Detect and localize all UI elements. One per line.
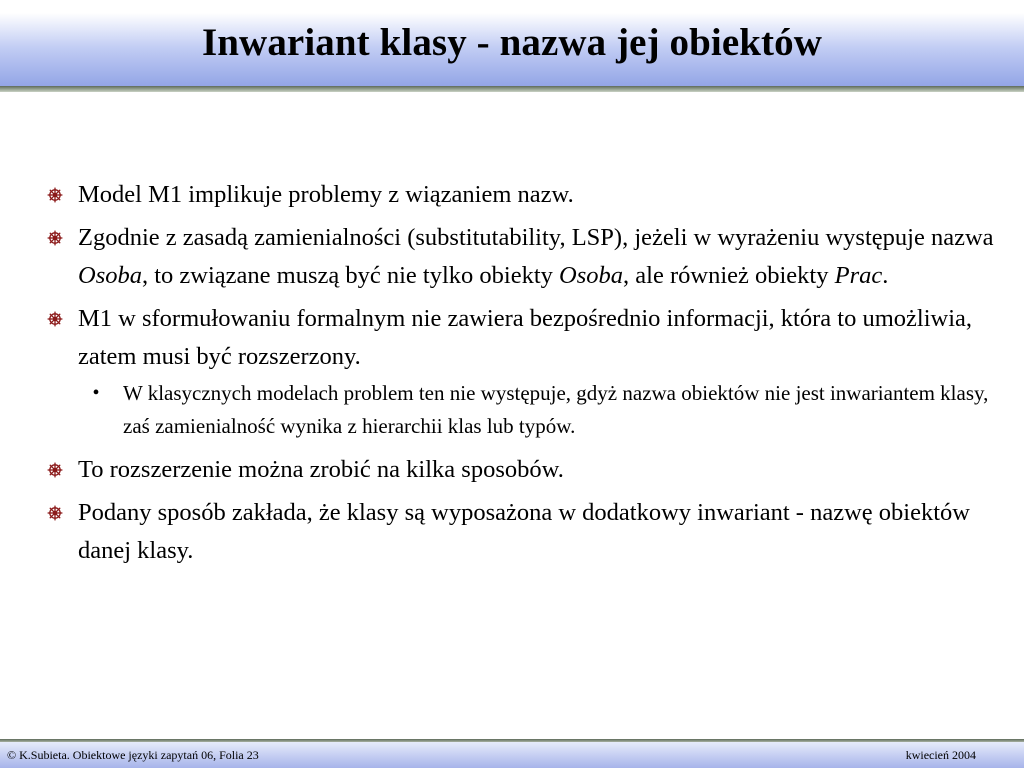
title-bar — [0, 0, 1024, 86]
bullet-text-segment: Zgodnie z zasadą zamienialności (substitutability, LSP), jeżeli w wyrażeniu występuje nazwa — [78, 224, 994, 251]
bullet-text-italic: Prac — [834, 262, 883, 289]
dharma-wheel-icon — [44, 451, 66, 489]
bullet-text-segment: , to związane muszą być nie tylko obiekty — [141, 262, 560, 289]
bullet-text — [78, 456, 564, 483]
bullet-text-italic: Osoba — [559, 262, 624, 289]
bullet-item — [44, 494, 1018, 570]
title-divider — [0, 86, 1024, 92]
bullet-text-segment: Model M1 implikuje problemy z wiązaniem nazw. — [78, 181, 574, 208]
dharma-wheel-icon — [44, 219, 66, 257]
dharma-wheel-icon — [44, 300, 66, 338]
bullet-text — [78, 305, 972, 370]
bullet-text-segment: To rozszerzenie można zrobić na kilka sposobów. — [78, 456, 564, 483]
bullet-text-segment: M1 w sformułowaniu formalnym nie zawiera bezpośrednio informacji, która to umożliwia, zatem musi być rozszerzony. — [78, 305, 972, 370]
bullet-text — [78, 499, 970, 564]
bullet-text — [123, 381, 988, 438]
bullet-text — [78, 181, 574, 208]
footer — [0, 742, 1024, 768]
bullet-text-segment: . — [882, 262, 889, 289]
slide-title: Inwariant klasy - nazwa jej obiektów — [201, 21, 823, 64]
dharma-wheel-icon — [44, 176, 66, 214]
bullet-list — [44, 176, 1018, 575]
bullet-item — [44, 300, 1018, 376]
bullet-item — [44, 176, 1018, 214]
bullet-dot-icon: • — [92, 382, 100, 404]
bullet-text-italic: Osoba — [78, 262, 142, 289]
bullet-text-segment: W klasycznych modelach problem ten nie występuje, gdyż nazwa obiektów nie jest inwariantem klasy, zaś zamienialność wynika z hierarchii klas lub typów. — [123, 381, 989, 438]
bullet-item — [44, 219, 1018, 295]
bullet-text — [78, 224, 994, 289]
sub-bullet-item — [44, 377, 1018, 443]
footer-copyright: © K.Subieta. Obiektowe języki zapytań 06, Folia 23 — [7, 748, 259, 762]
bullet-text-segment: , ale również obiekty — [623, 262, 835, 289]
bullet-text-segment: Podany sposób zakłada, że klasy są wyposażona w dodatkowy inwariant - nazwę obiektów danej klasy. — [78, 499, 970, 564]
footer-date: kwiecień 2004 — [905, 748, 976, 762]
bullet-item — [44, 451, 1018, 489]
dharma-wheel-icon — [44, 494, 66, 532]
